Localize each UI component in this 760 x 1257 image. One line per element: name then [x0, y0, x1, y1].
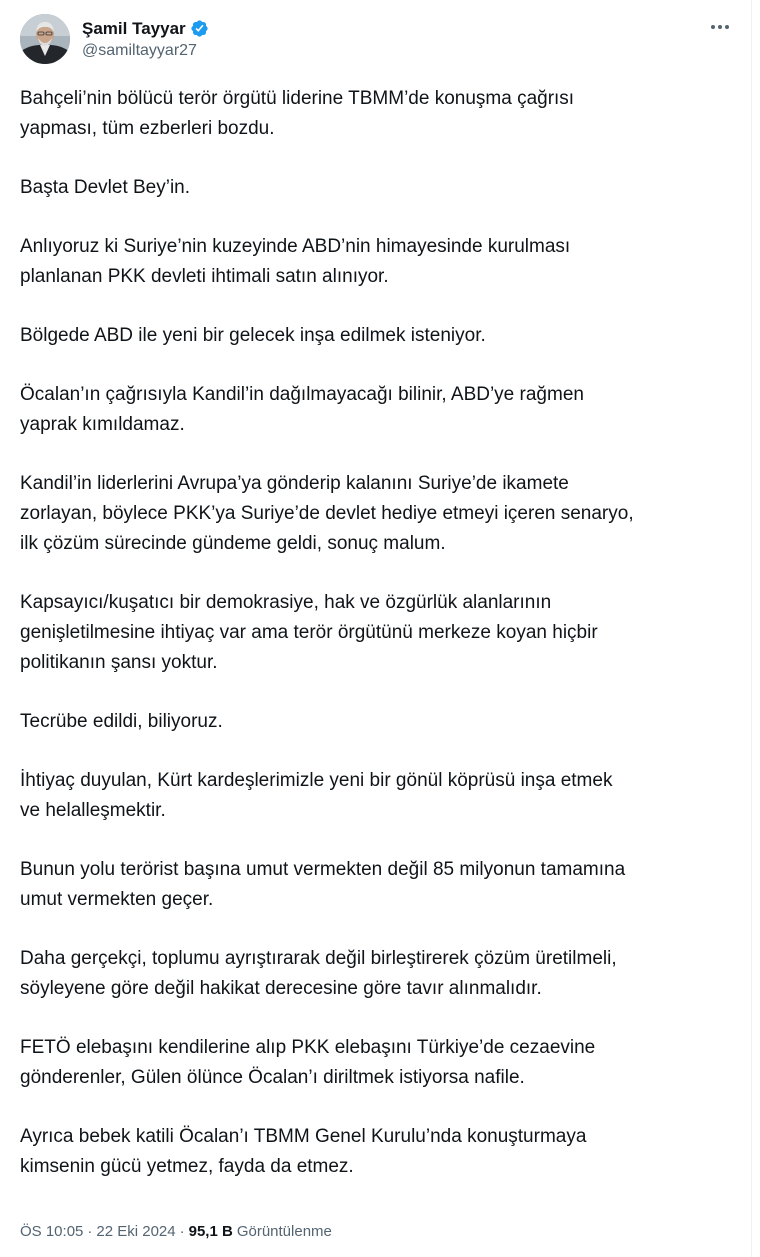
tweet-paragraph: Kandil’in liderlerini Avrupa’ya gönderip kalanını Suriye’de ikamete zorlayan, böylece PKK’ya Suriye’de devlet hediye etmeyi içeren senaryo, ilk çözüm sürecinde gündeme geldi, sonuç malum. — [20, 473, 634, 554]
tweet-header — [20, 12, 209, 66]
dot — [711, 25, 715, 29]
tweet-paragraph: Daha gerçekçi, toplumu ayrıştırarak değil birleştirerek çözüm üretilmeli, söyleyene göre değil hakikat derecesine göre tavır alınmalıdır. — [20, 948, 617, 999]
tweet-paragraph: FETÖ elebaşını kendilerine alıp PKK elebaşını Türkiye’de cezaevine gönderenler, Gülen ölünce Öcalan’ı diriltmek istiyorsa nafile. — [20, 1037, 596, 1088]
tweet-paragraph: Bunun yolu terörist başına umut vermekten değil 85 milyonun tamamına umut vermekten geçer. — [20, 859, 626, 910]
tweet-paragraph: Anlıyoruz ki Suriye’nin kuzeyinde ABD’nin himayesinde kurulması planlanan PKK devleti ihtimali satın alınıyor. — [20, 236, 571, 287]
views-label[interactable]: Görüntülenme — [236, 1223, 332, 1240]
tweet-text — [20, 84, 736, 1182]
tweet-date[interactable]: 22 Eki 2024 — [96, 1223, 176, 1240]
meta-separator: · — [179, 1223, 185, 1240]
tweet-paragraph: Tecrübe edildi, biliyoruz. — [20, 711, 223, 732]
author-name-row — [82, 18, 209, 39]
avatar[interactable] — [20, 14, 70, 64]
author-info — [82, 18, 209, 61]
tweet-paragraph: Başta Devlet Bey’in. — [20, 177, 191, 198]
verified-badge-icon[interactable] — [190, 19, 209, 38]
tweet-paragraph: Kapsayıcı/kuşatıcı bir demokrasiye, hak ve özgürlük alanlarının genişletilmesine ihtiyaç var ama terör örgütünü merkeze koyan hiçbir politikanın şansı yoktur. — [20, 592, 598, 673]
tweet-meta — [20, 1222, 332, 1242]
tweet-paragraph: Bahçeli’nin bölücü terör örgütü liderine TBMM’de konuşma çağrısı yapması, tüm ezberleri bozdu. — [20, 88, 575, 139]
avatar-image — [20, 14, 70, 64]
meta-separator: · — [87, 1223, 93, 1240]
more-dots-icon[interactable] — [707, 16, 733, 38]
dot — [725, 25, 729, 29]
views-count[interactable]: 95,1 B — [188, 1223, 233, 1240]
author-name[interactable]: Şamil Tayyar — [82, 18, 186, 38]
dot — [718, 25, 722, 29]
tweet-paragraph: İhtiyaç duyulan, Kürt kardeşlerimizle yeni bir gönül köprüsü inşa etmek ve helalleşmektir. — [20, 770, 613, 821]
tweet-paragraph: Bölgede ABD ile yeni bir gelecek inşa edilmek isteniyor. — [20, 325, 486, 346]
tweet-time[interactable]: ÖS 10:05 — [20, 1223, 84, 1240]
tweet-paragraph: Öcalan’ın çağrısıyla Kandil’in dağılmayacağı bilinir, ABD’ye rağmen yaprak kımıldamaz. — [20, 384, 584, 435]
author-handle[interactable]: @samiltayyar27 — [82, 41, 197, 59]
tweet-paragraph: Ayrıca bebek katili Öcalan’ı TBMM Genel Kurulu’nda konuşturmaya kimsenin gücü yetmez, fayda da etmez. — [20, 1126, 587, 1177]
